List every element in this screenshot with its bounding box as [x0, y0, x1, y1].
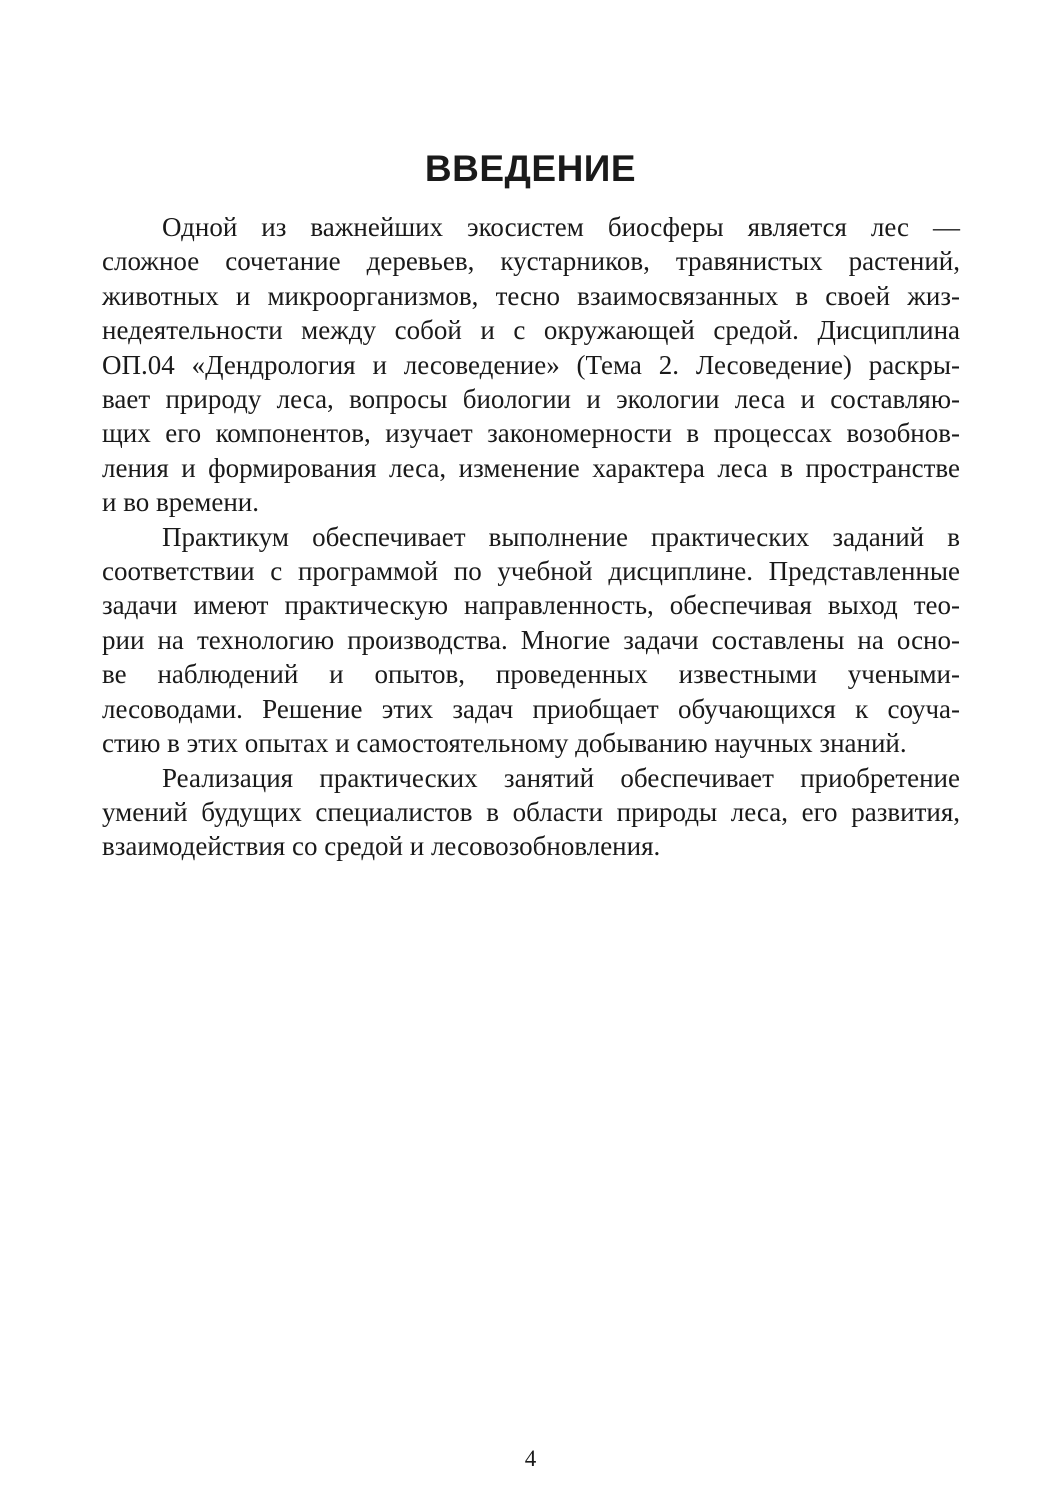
paragraph-line: взаимодействия со средой и лесовозобновления. — [102, 831, 661, 862]
paragraph-line: соответствии с программой по учебной дисциплине. Представленные — [102, 556, 960, 587]
paragraph-line: Практикум обеспечивает выполнение практических заданий в — [162, 521, 960, 552]
paragraph-line: Одной из важнейших экосистем биосферы является лес — — [162, 212, 960, 242]
paragraph-line: сложное сочетание деревьев, кустарников, травянистых растений, — [102, 246, 960, 277]
paragraph-line: щих его компонентов, изучает закономерности в процессах возобнов- — [102, 418, 960, 449]
paragraph-line: задачи имеют практическую направленность, обеспечивая выход тео- — [102, 590, 960, 621]
paragraph-line: лесоводами. Решение этих задач приобщает обучающихся к соуча- — [102, 693, 960, 724]
paragraph-line: ОП.04 «Дендрология и лесоведение» (Тема 2. Лесоведение) раскры- — [102, 349, 960, 380]
page-title: ВВЕДЕНИЕ — [424, 148, 637, 189]
paragraph-line: ления и формирования леса, изменение характера леса в пространстве — [102, 452, 960, 483]
paragraph-2 — [102, 520, 960, 761]
paragraph-line: животных и микроорганизмов, тесно взаимосвязанных в своей жиз- — [102, 280, 960, 311]
paragraph-line: умений будущих специалистов в области природы леса, его развития, — [102, 796, 960, 827]
page-number: 4 — [524, 1446, 537, 1471]
body-text — [102, 210, 960, 864]
paragraph-3 — [102, 761, 960, 864]
paragraph-1 — [102, 210, 960, 520]
paragraph-line: ве наблюдений и опытов, проведенных известными учеными- — [102, 659, 960, 690]
paragraph-line: и во времени. — [102, 487, 259, 518]
paragraph-line: вает природу леса, вопросы биологии и экологии леса и составляю- — [102, 384, 960, 415]
paragraph-line: Реализация практических занятий обеспечивает приобретение — [162, 762, 960, 793]
paragraph-line: стию в этих опытах и самостоятельному добыванию научных знаний. — [102, 728, 907, 759]
paragraph-line: рии на технологию производства. Многие задачи составлены на осно- — [102, 624, 960, 655]
paragraph-line: недеятельности между собой и с окружающей средой. Дисциплина — [102, 315, 960, 346]
